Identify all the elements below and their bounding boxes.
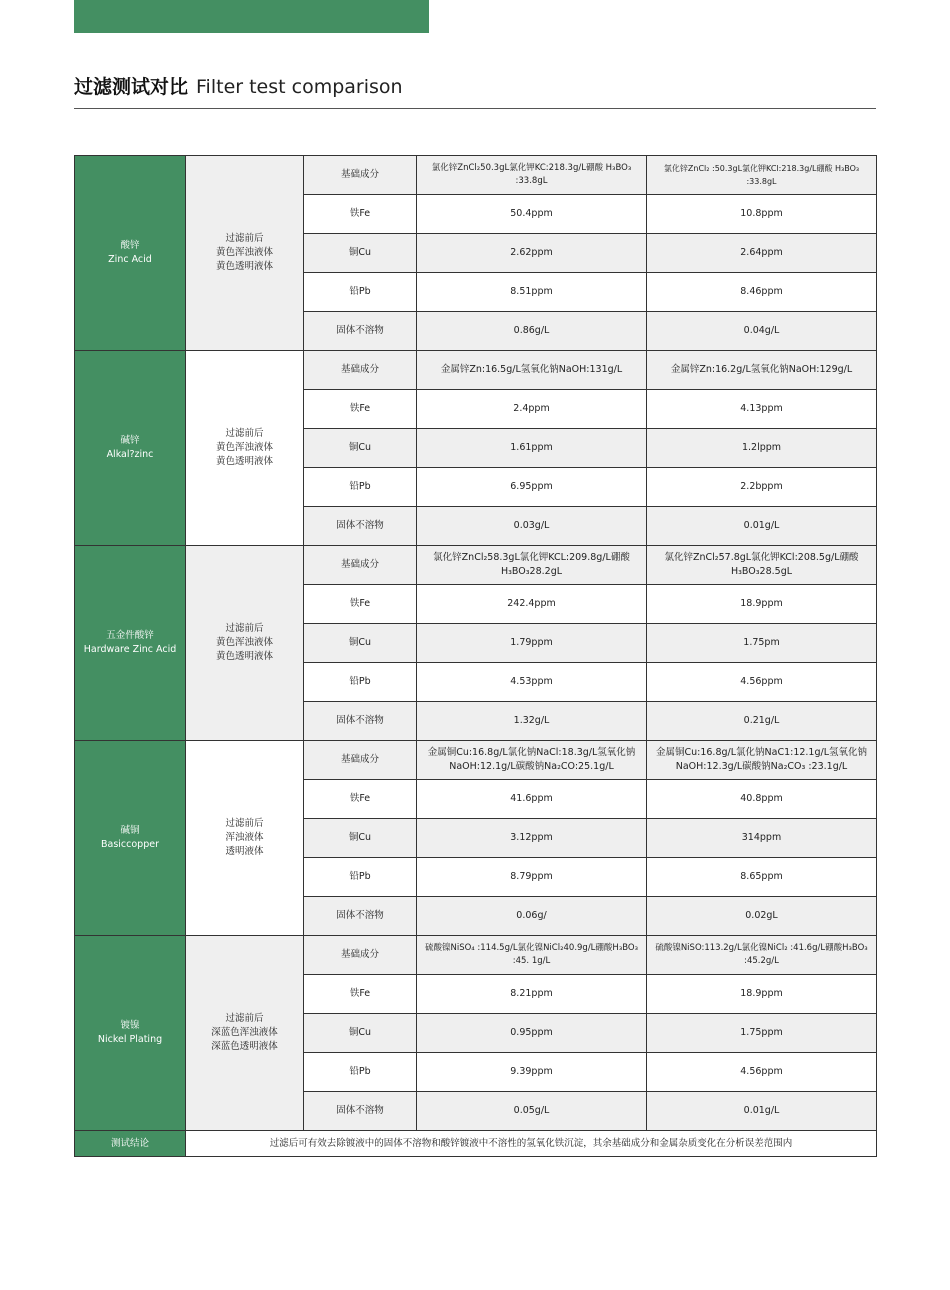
item-label: 铅Pb [304, 1053, 417, 1092]
value-after: 0.01g/L [647, 507, 877, 546]
category-name-en: Zinc Acid [108, 254, 152, 265]
condition-line: 黄色透明液体 [215, 456, 273, 467]
value-before: 2.4ppm [417, 390, 647, 429]
item-label: 固体不溶物 [304, 507, 417, 546]
category-name-cn: 酸锌 [120, 240, 140, 251]
value-before: 0.05g/L [417, 1092, 647, 1131]
value-before: 41.6ppm [417, 780, 647, 819]
condition-cell [186, 546, 304, 741]
page-title [74, 74, 403, 100]
item-label: 基础成分 [304, 351, 417, 390]
base-composition-before: 金属铜Cu:16.8g/L氯化钠NaCl:18.3g/L氢氧化钠NaOH:12.1g/L碳酸钠Na₂CO:25.1g/L [417, 741, 647, 780]
item-label: 基础成分 [304, 546, 417, 585]
value-before: 1.79ppm [417, 624, 647, 663]
value-after: 18.9ppm [647, 975, 877, 1014]
category-name-en: Hardware Zinc Acid [83, 644, 177, 655]
value-before: 9.39ppm [417, 1053, 647, 1092]
value-after: 18.9ppm [647, 585, 877, 624]
table-row [75, 351, 877, 390]
item-label: 铁Fe [304, 780, 417, 819]
value-after: 0.04g/L [647, 312, 877, 351]
condition-cell [186, 351, 304, 546]
item-label: 铁Fe [304, 390, 417, 429]
item-label: 铁Fe [304, 975, 417, 1014]
condition-line: 过滤前后 [225, 233, 264, 244]
item-label: 基础成分 [304, 741, 417, 780]
category-name-cn: 五金件酸锌 [106, 630, 154, 641]
item-label: 铁Fe [304, 195, 417, 234]
item-label: 铅Pb [304, 468, 417, 507]
category-name-en: Basiccopper [101, 839, 159, 850]
category-name-cn: 镀镍 [120, 1020, 140, 1031]
category-name-en: Nickel Plating [97, 1034, 163, 1045]
condition-line: 过滤前后 [225, 428, 264, 439]
condition-line: 浑浊液体 [225, 832, 264, 843]
value-before: 0.86g/L [417, 312, 647, 351]
item-label: 基础成分 [304, 156, 417, 195]
item-label: 固体不溶物 [304, 702, 417, 741]
conclusion-text: 过滤后可有效去除镀液中的固体不溶物和酸锌镀液中不溶性的氢氧化铁沉淀，其余基础成分和金属杂质变化在分析误差范围内 [186, 1131, 877, 1157]
item-label: 固体不溶物 [304, 897, 417, 936]
value-before: 1.61ppm [417, 429, 647, 468]
value-before: 3.12ppm [417, 819, 647, 858]
condition-line: 深蓝色透明液体 [211, 1041, 278, 1052]
item-label: 铜Cu [304, 1014, 417, 1053]
value-before: 0.06g/ [417, 897, 647, 936]
table-row [75, 156, 877, 195]
condition-cell [186, 156, 304, 351]
condition-line: 黄色透明液体 [215, 651, 273, 662]
value-before: 8.21ppm [417, 975, 647, 1014]
category-cell [75, 741, 186, 936]
condition-line: 黄色浑浊液体 [215, 247, 273, 258]
page-title-en: Filter test comparison [196, 76, 403, 98]
value-after: 2.2bppm [647, 468, 877, 507]
value-before: 8.79ppm [417, 858, 647, 897]
item-label: 铜Cu [304, 819, 417, 858]
base-composition-after: 硫酸镍NiSO:113.2g/L氯化镍NiCl₂ :41.6g/L硼酸H₃BO₃ :45.2g/L [647, 936, 877, 975]
item-label: 铅Pb [304, 858, 417, 897]
value-after: 2.64ppm [647, 234, 877, 273]
value-after: 0.02gL [647, 897, 877, 936]
conclusion-row [75, 1131, 877, 1157]
item-label: 铅Pb [304, 273, 417, 312]
category-cell [75, 156, 186, 351]
table-row [75, 741, 877, 780]
value-before: 0.95ppm [417, 1014, 647, 1053]
top-accent-bar [74, 0, 429, 33]
item-label: 基础成分 [304, 936, 417, 975]
condition-line: 深蓝色浑浊液体 [211, 1027, 278, 1038]
value-before: 8.51ppm [417, 273, 647, 312]
value-after: 0.01g/L [647, 1092, 877, 1131]
value-after: 1.75ppm [647, 1014, 877, 1053]
condition-cell [186, 741, 304, 936]
value-before: 1.32g/L [417, 702, 647, 741]
base-composition-after: 金属铜Cu:16.8g/L氯化钠NaC1:12.1g/L氢氧化钠NaOH:12.3g/L碳酸钠Na₂CO₃ :23.1g/L [647, 741, 877, 780]
condition-line: 黄色浑浊液体 [215, 442, 273, 453]
category-name-cn: 碱锌 [120, 435, 140, 446]
value-after: 1.2lppm [647, 429, 877, 468]
value-after: 0.21g/L [647, 702, 877, 741]
condition-cell [186, 936, 304, 1131]
condition-line: 黄色透明液体 [215, 261, 273, 272]
filter-comparison-table [74, 155, 877, 1157]
value-before: 0.03g/L [417, 507, 647, 546]
value-before: 2.62ppm [417, 234, 647, 273]
conclusion-label: 测试结论 [75, 1131, 186, 1157]
base-composition-before: 氯化锌ZnCl₂50.3gL氯化钾KC:218.3g/L硼酸 H₃BO₃ :33.8gL [417, 156, 647, 195]
value-after: 8.46ppm [647, 273, 877, 312]
value-after: 10.8ppm [647, 195, 877, 234]
value-before: 4.53ppm [417, 663, 647, 702]
condition-line: 透明液体 [225, 846, 264, 857]
value-after: 8.65ppm [647, 858, 877, 897]
value-after: 40.8ppm [647, 780, 877, 819]
value-after: 4.56ppm [647, 1053, 877, 1092]
base-composition-before: 硫酸镍NiSO₄ :114.5g/L氯化镍NiCl₂40.9g/L硼酸H₃BO₃ :45. 1g/L [417, 936, 647, 975]
title-divider [74, 108, 876, 109]
condition-line: 黄色浑浊液体 [215, 637, 273, 648]
item-label: 铁Fe [304, 585, 417, 624]
condition-line: 过滤前后 [225, 623, 264, 634]
item-label: 铜Cu [304, 234, 417, 273]
value-after: 314ppm [647, 819, 877, 858]
value-before: 6.95ppm [417, 468, 647, 507]
table-row [75, 546, 877, 585]
base-composition-after: 氯化锌ZnCl₂ :50.3gL氯化钾KCl:218.3g/L硼酸 H₃BO₃ :33.8gL [647, 156, 877, 195]
item-label: 铜Cu [304, 624, 417, 663]
category-name-en: Alkal?zinc [106, 449, 154, 460]
value-after: 4.56ppm [647, 663, 877, 702]
base-composition-before: 氯化锌ZnCl₂58.3gL氯化钾KCL:209.8g/L硼酸 H₃BO₃28.2gL [417, 546, 647, 585]
table-row [75, 936, 877, 975]
category-cell [75, 936, 186, 1131]
value-before: 50.4ppm [417, 195, 647, 234]
value-before: 242.4ppm [417, 585, 647, 624]
category-cell [75, 546, 186, 741]
base-composition-after: 氯化锌ZnCl₂57.8gL氯化钾KCl:208.5g/L硼酸 H₃BO₃28.5gL [647, 546, 877, 585]
value-after: 4.13ppm [647, 390, 877, 429]
item-label: 铜Cu [304, 429, 417, 468]
condition-line: 过滤前后 [225, 1013, 264, 1024]
base-composition-before: 金属锌Zn:16.5g/L氢氧化钠NaOH:131g/L [417, 351, 647, 390]
item-label: 铅Pb [304, 663, 417, 702]
category-name-cn: 碱铜 [120, 825, 140, 836]
value-after: 1.75pm [647, 624, 877, 663]
base-composition-after: 金属锌Zn:16.2g/L氢氧化钠NaOH:129g/L [647, 351, 877, 390]
page-title-cn: 过滤测试对比 [74, 76, 189, 98]
item-label: 固体不溶物 [304, 1092, 417, 1131]
condition-line: 过滤前后 [225, 818, 264, 829]
category-cell [75, 351, 186, 546]
item-label: 固体不溶物 [304, 312, 417, 351]
